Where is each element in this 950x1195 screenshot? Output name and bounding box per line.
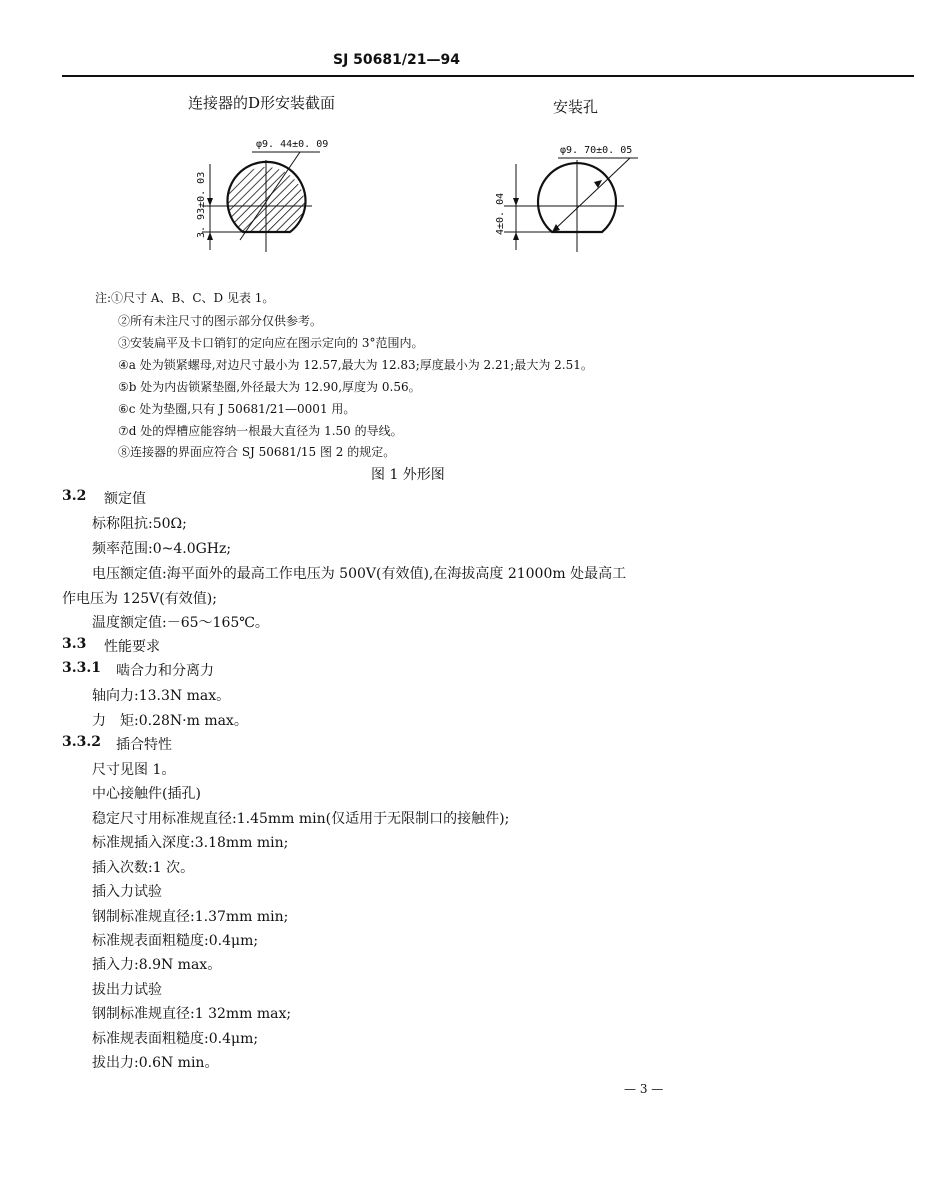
stable-size-line: 稳定尺寸用标准规直径:1.45mm min(仅适用于无限制口的接触件); [92,811,510,827]
right-figure-title: 安装孔 [553,98,599,116]
section-3-3-title: 性能要求 [104,639,160,655]
note-3: ③安装扁平及卡口销钉的定向应在图示定向的 3°范围内。 [118,336,424,350]
frequency-line: 频率范围:0~4.0GHz; [92,541,232,557]
insert-force-line: 插入力:8.9N max。 [92,957,222,973]
doc-header-id: SJ 50681/21—94 [333,52,460,68]
temperature-line: 温度额定值:－65～165℃。 [92,615,269,631]
insert-depth-line: 标准规插入深度:3.18mm min; [92,835,289,851]
note-2: ②所有未注尺寸的图示部分仅供参考。 [118,314,323,328]
roughness-2-line: 标准规表面粗糙度:0.4μm; [92,1031,259,1047]
section-3-3-2-number: 3.3.2 [62,734,101,750]
section-3-3-1-title: 啮合力和分离力 [116,663,214,679]
center-contact-line: 中心接触件(插孔) [92,786,201,802]
pull-test-line: 拔出力试验 [92,982,162,998]
size-reference-line: 尺寸见图 1。 [92,762,176,778]
section-3-2-title: 额定值 [104,491,146,507]
steel-gauge-2-line: 钢制标准规直径:1 32mm max; [92,1006,292,1022]
insert-count-line: 插入次数:1 次。 [92,860,195,876]
pull-force-line: 拔出力:0.6N min。 [92,1055,219,1071]
left-figure-title: 连接器的D形安装截面 [188,94,336,112]
right-height-dimension: 4±0. 04 [495,192,506,235]
header-rule [62,75,914,77]
right-diameter-dimension: φ9. 70±0. 05 [560,145,633,156]
note-8: ⑧连接器的界面应符合 SJ 50681/15 图 2 的规定。 [118,445,396,459]
section-3-3-1-number: 3.3.1 [62,660,101,676]
insert-test-line: 插入力试验 [92,884,162,900]
axial-force-line: 轴向力:13.3N max。 [92,688,231,704]
section-3-3-number: 3.3 [62,636,87,652]
steel-gauge-1-line: 钢制标准规直径:1.37mm min; [92,909,289,925]
left-height-dimension: 3. 93±0. 03 [196,171,207,238]
left-diameter-dimension: φ9. 44±0. 09 [256,139,329,150]
note-6: ⑥c 处为垫圈,只有 J 50681/21—0001 用。 [118,402,356,416]
impedance-line: 标称阻抗:50Ω; [92,516,187,532]
figure-caption: 图 1 外形图 [371,467,445,483]
section-3-3-2-title: 插合特性 [116,737,172,753]
section-3-2-number: 3.2 [62,488,87,504]
note-1: 注:①尺寸 A、B、C、D 见表 1。 [95,291,275,305]
note-5: ⑤b 处为内齿锁紧垫圈,外径最大为 12.90,厚度为 0.56。 [118,380,421,394]
torque-line: 力 矩:0.28N·m max。 [92,713,248,729]
voltage-line-2: 作电压为 125V(有效值); [62,591,217,607]
note-7: ⑦d 处的焊槽应能容纳一根最大直径为 1.50 的导线。 [118,424,403,438]
mounting-hole-drawing [490,140,660,260]
roughness-1-line: 标准规表面粗糙度:0.4μm; [92,933,259,949]
voltage-line-1: 电压额定值:海平面外的最高工作电压为 500V(有效值),在海拔高度 21000m 处最高工 [92,566,627,582]
page-number: — 3 — [624,1082,664,1096]
note-4: ④a 处为锁紧螺母,对边尺寸最小为 12.57,最大为 12.83;厚度最小为 2.21;最大为 2.51。 [118,358,593,372]
